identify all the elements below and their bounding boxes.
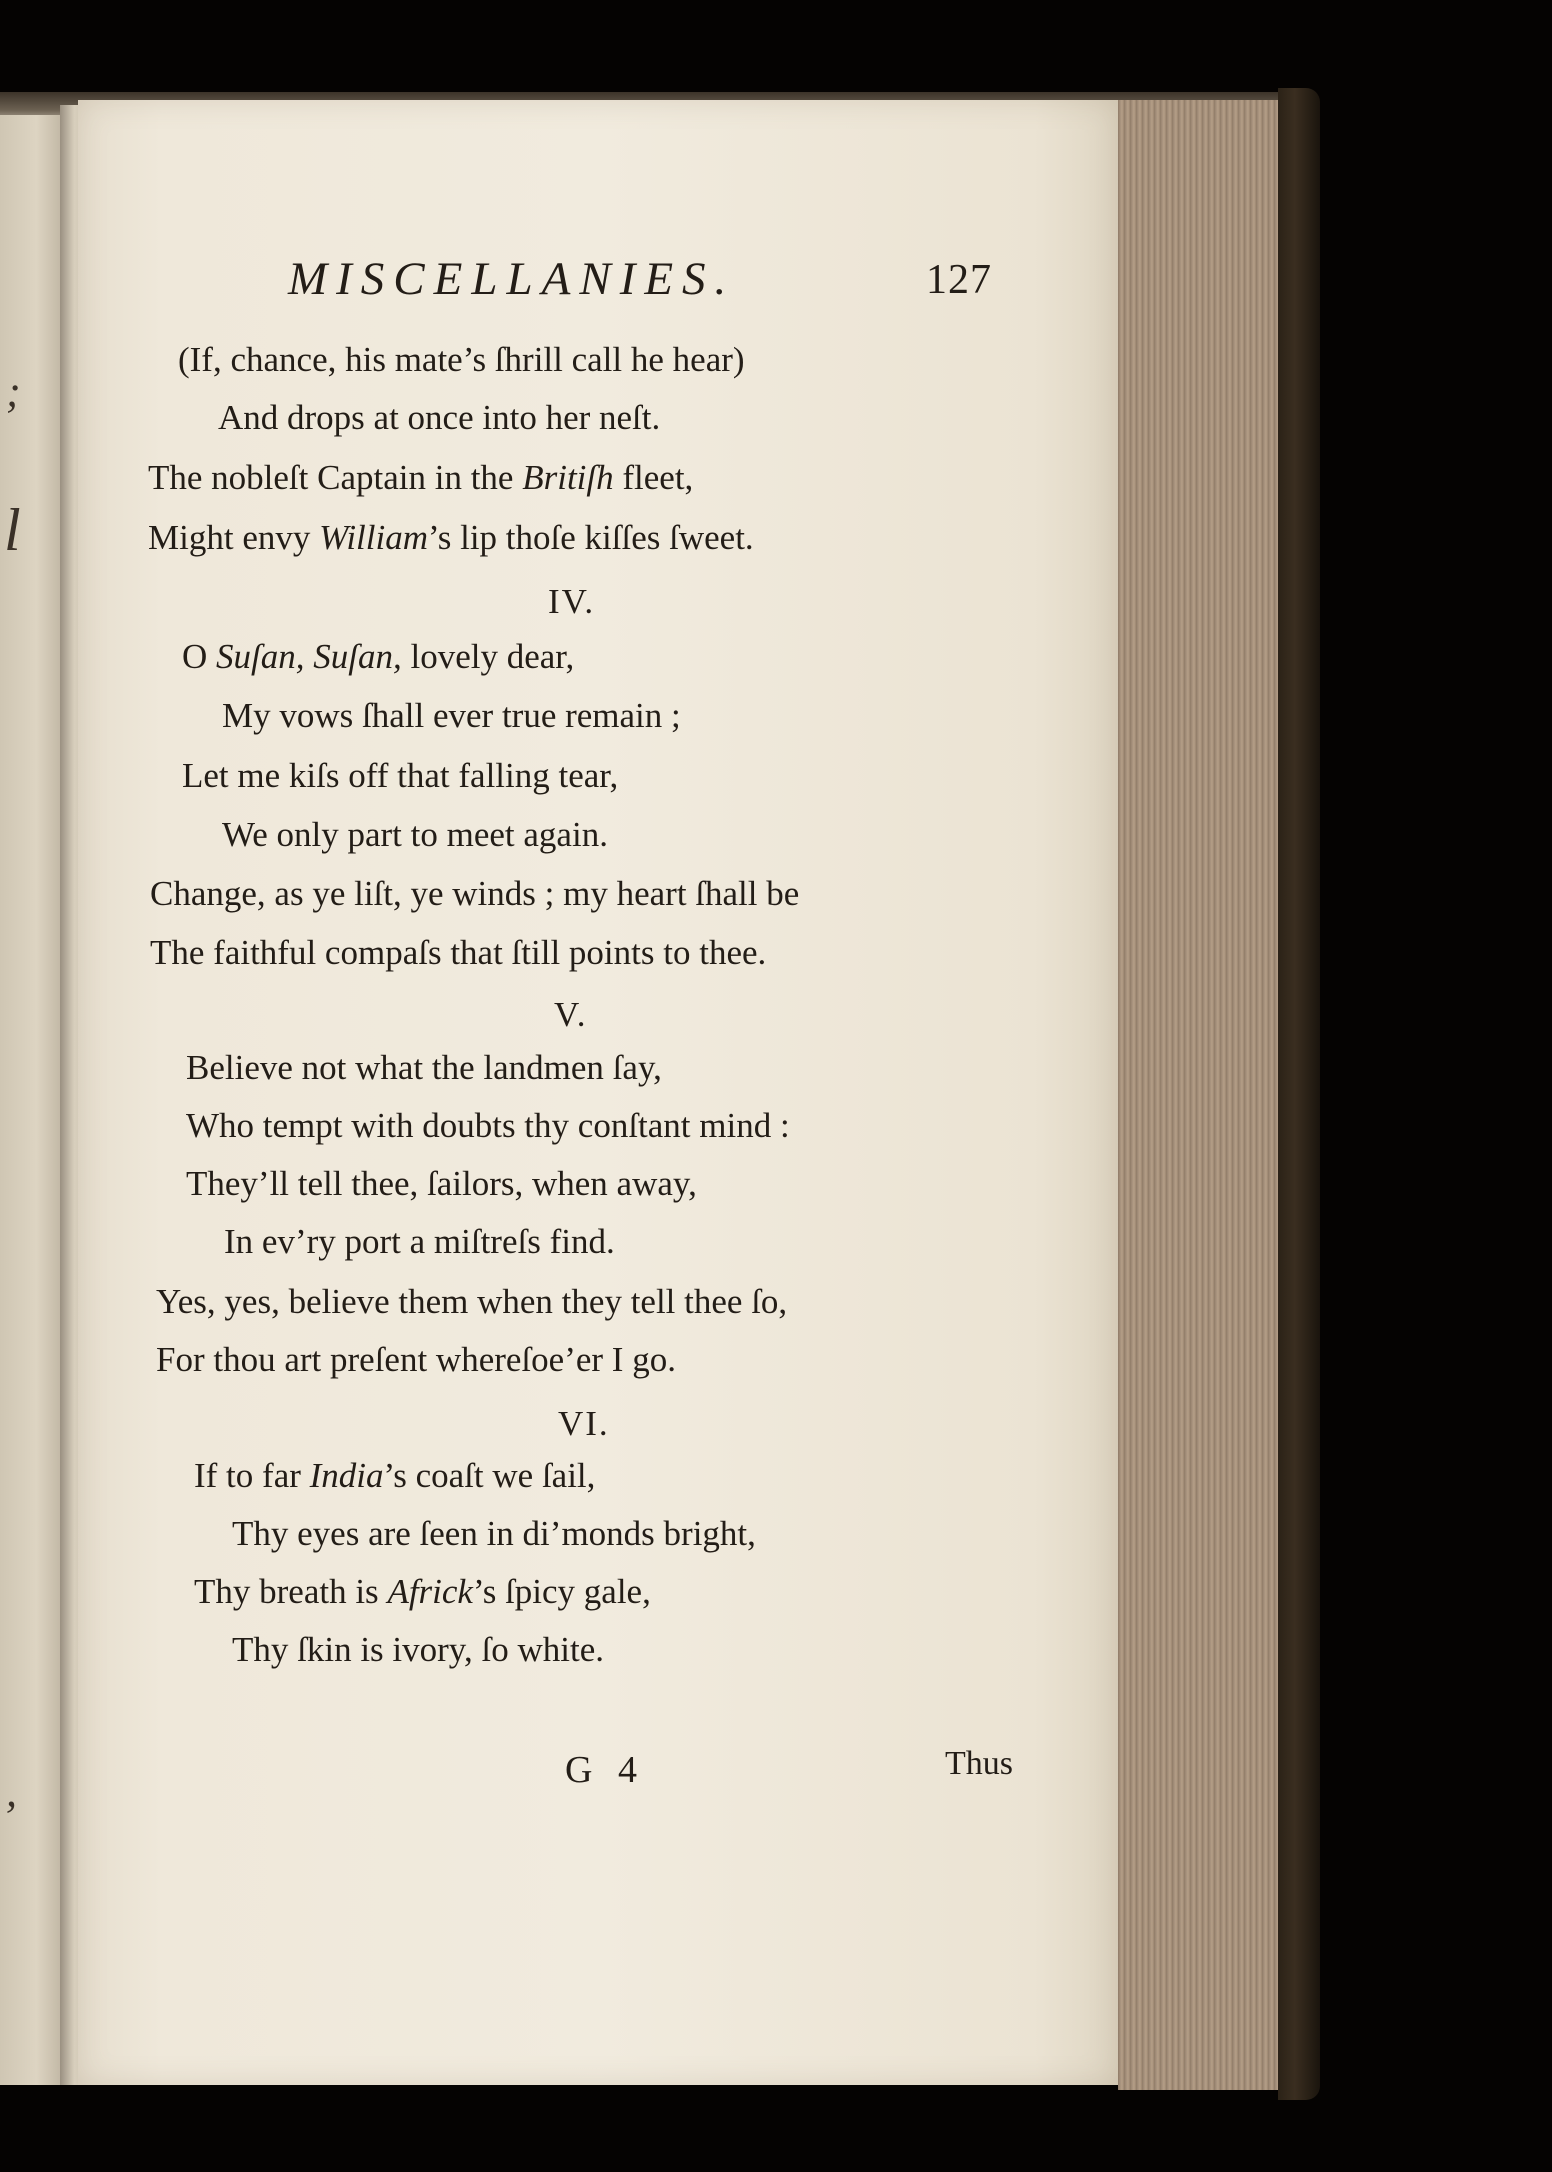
text-segment: Let me kiſs off that falling tear,	[182, 756, 619, 795]
verse-line	[148, 458, 693, 498]
verse-line	[182, 637, 574, 677]
verse-line	[148, 518, 754, 558]
verse-line	[232, 1630, 604, 1670]
verse-line	[222, 815, 608, 855]
text-segment: For thou art preſent whereſoe’er I go.	[156, 1340, 676, 1379]
page-block-edge	[1118, 100, 1278, 2090]
italic-segment: Britiſh	[522, 458, 614, 497]
text-segment: Yes, yes, believe them when they tell thee ſo,	[156, 1282, 788, 1321]
verse-line	[186, 1106, 790, 1146]
signature-mark: G 4	[565, 1749, 645, 1791]
verse-line	[186, 1048, 662, 1088]
text-segment: Who tempt with doubts thy conſtant mind :	[186, 1106, 790, 1145]
text-segment: fleet,	[613, 458, 694, 497]
verse-line	[178, 340, 745, 380]
left-page-edge	[0, 115, 66, 2085]
stanza-number: V.	[554, 995, 588, 1034]
text-segment: lovely dear,	[401, 637, 575, 676]
text-segment: The faithful compaſs that ſtill points to thee.	[150, 933, 767, 972]
verse-line	[156, 1282, 787, 1322]
text-segment: Might envy	[148, 518, 320, 557]
verse-line	[194, 1456, 595, 1496]
italic-segment: Africk	[387, 1572, 473, 1611]
text-segment: Thy ſkin is ivory, ſo white.	[232, 1630, 605, 1669]
text-segment: ’s ſpicy gale,	[472, 1572, 651, 1611]
verse-line	[218, 398, 660, 438]
verse-line	[194, 1572, 651, 1612]
verse-line	[232, 1514, 756, 1554]
verse-line	[150, 874, 799, 914]
running-head: MISCELLANIES.	[288, 253, 736, 305]
text-segment: And drops at once into her neſt.	[218, 398, 661, 437]
text-segment: The nobleſt Captain in the	[148, 458, 523, 497]
text-segment: O	[182, 637, 217, 676]
text-segment: My vows ſhall ever true remain ;	[222, 696, 681, 735]
text-segment: Thy eyes are ſeen in di’monds bright,	[232, 1514, 756, 1553]
text-segment: ’s coaſt we ſail,	[383, 1456, 596, 1495]
italic-segment: Suſan, Suſan,	[216, 637, 402, 676]
italic-segment: India	[309, 1456, 384, 1495]
text-segment: They’ll tell thee, ſailors, when away,	[186, 1164, 697, 1203]
verse-line	[156, 1340, 676, 1380]
catchword: Thus	[945, 1745, 1013, 1782]
text-segment: Change, as ye liſt, ye winds ; my heart ſhall be	[150, 874, 800, 913]
text-segment: In ev’ry port a miſtreſs find.	[224, 1222, 615, 1261]
text-segment: Believe not what the landmen ſay,	[186, 1048, 662, 1087]
book-cover-edge	[1278, 88, 1320, 2100]
text-segment: Thy breath is	[194, 1572, 388, 1611]
text-segment: If to far	[194, 1456, 310, 1495]
text-segment: (If, chance, his mate’s ſhrill call he hear)	[178, 340, 745, 379]
page-number: 127	[926, 257, 992, 303]
stanza-number: VI.	[558, 1404, 610, 1443]
verse-line	[222, 696, 681, 736]
verse-line	[150, 933, 766, 973]
text-segment: ’s lip thoſe kiſſes ſweet.	[428, 518, 754, 557]
left-page-ink-traces: ; l ,	[4, 367, 21, 1816]
verse-line	[186, 1164, 697, 1204]
stanza-number: IV.	[548, 582, 596, 621]
verse-line	[224, 1222, 615, 1262]
italic-segment: William	[319, 518, 429, 557]
verse-line	[182, 756, 618, 796]
text-segment: We only part to meet again.	[222, 815, 608, 854]
